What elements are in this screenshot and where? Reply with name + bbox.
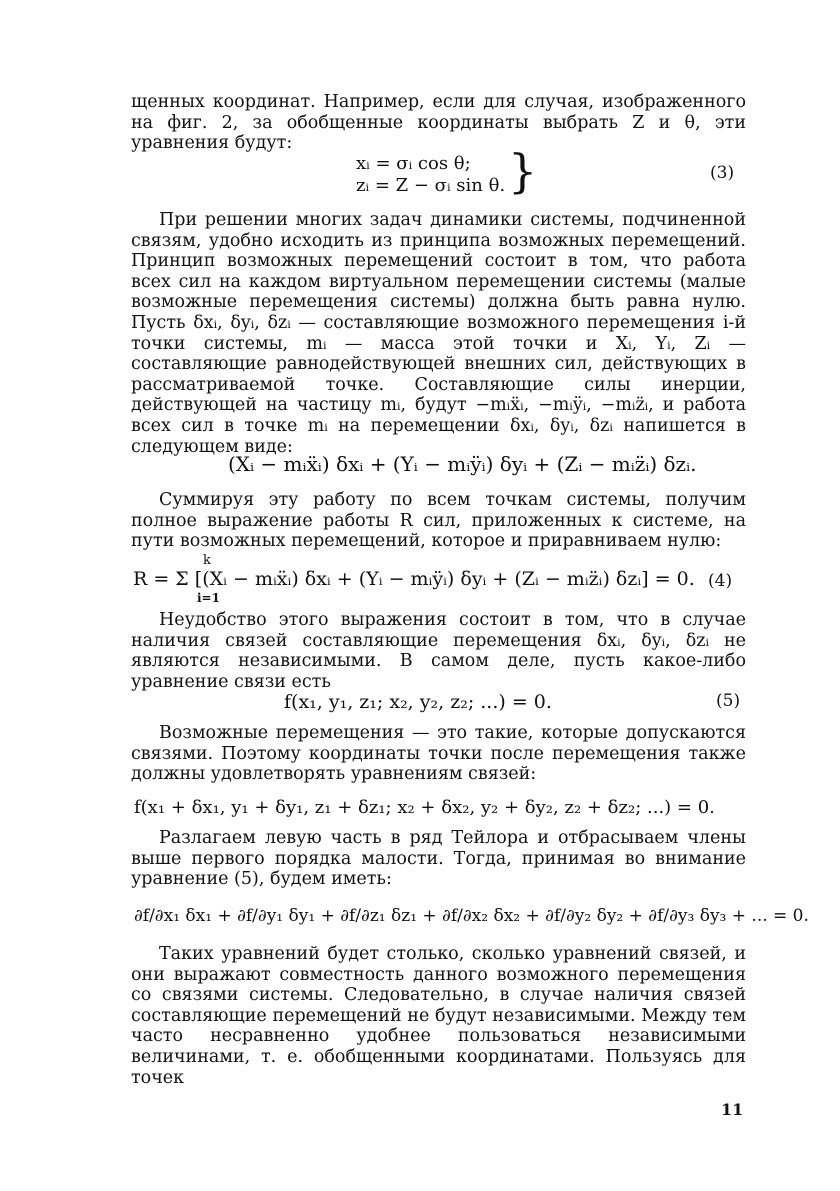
equation-constraint-shift: f(x₁ + δx₁, y₁ + δy₁, z₁ + δz₁; x₂ + δx₂, y₂ + δy₂, z₂ + δz₂; ...) = 0. xyxy=(134,797,715,818)
paragraph-total-work: Суммируя эту работу по всем точкам системы, получим полное выражение работы R сил, приложенных к системе, на пути возможных перемещений, которое и приравниваем нулю: xyxy=(131,490,746,552)
equation-4: R = Σ [(Xᵢ − mᵢẍᵢ) δxᵢ + (Yᵢ − mᵢÿᵢ) δyᵢ + (Zᵢ − mᵢz̈ᵢ) δzᵢ] = 0. xyxy=(133,568,695,590)
equation-taylor: ∂f/∂x₁ δx₁ + ∂f/∂y₁ δy₁ + ∂f/∂z₁ δz₁ + ∂f/∂x₂ δx₂ + ∂f/∂y₂ δy₂ + ∂f/∂y₃ δy₃ + ... = 0. xyxy=(134,906,809,926)
paragraph-virtual-displacements: При решении многих задач динамики системы, подчиненной связям, удобно исходить из принципа возможных перемещений. Принцип возможных перемещений состоит в том, что работа всех сил на каждом виртуальном перемещении системы (малые возможные перемещения системы) должна быть равна нулю. Пусть δxᵢ, δyᵢ, δzᵢ — составляющие возможного перемещения i-й точки системы, mᵢ — масса этой точки и Xᵢ, Yᵢ, Zᵢ — составляющие равнодействующей внешних сил, действующих в рассматриваемой точке. Составляющие силы инерции, действующей на частицу mᵢ, будут −mᵢẍᵢ, −mᵢÿᵢ, −mᵢz̈ᵢ, и работа всех сил в точке mᵢ на перемещении δxᵢ, δyᵢ, δzᵢ напишется в следующем виде: xyxy=(131,210,746,457)
sum-lower-limit: i=1 xyxy=(197,591,220,605)
equation-number-4: (4) xyxy=(708,571,733,591)
equation-brace: } xyxy=(508,144,538,198)
paragraph-conclusion: Таких уравнений будет столько, сколько уравнений связей, и они выражают совместность данного возможного перемещения со связями системы. Следовательно, в случае наличия связей составляющие перемещений не будут независимыми. Между тем часто несравненно удобнее пользоваться независимыми величинами, т. е. обобщенными координатами. Пользуясь для точек xyxy=(131,944,746,1088)
equation-number-3: (3) xyxy=(710,163,735,183)
equation-3b: zᵢ = Z − σᵢ sin θ. xyxy=(356,175,506,196)
equation-3a: xᵢ = σᵢ cos θ; xyxy=(356,153,471,174)
equation-work: (Xᵢ − mᵢẍᵢ) δxᵢ + (Yᵢ − mᵢÿᵢ) δyᵢ + (Zᵢ − mᵢz̈ᵢ) δzᵢ. xyxy=(228,452,697,476)
paragraph-intro: щенных координат. Например, если для случая, изображенного на фиг. 2, за обобщенные координаты выбрать Z и θ, эти уравнения будут: xyxy=(131,92,746,154)
sum-upper-limit: k xyxy=(203,553,211,568)
equation-number-5: (5) xyxy=(716,691,741,711)
paragraph-inconvenience: Неудобство этого выражения состоит в том, что в случае наличия связей составляющие перемещения δxᵢ, δyᵢ, δzᵢ не являются независимыми. В самом деле, пусть какое-либо уравнение связи есть xyxy=(131,610,746,692)
page-number: 11 xyxy=(721,1100,744,1119)
equation-5: f(x₁, y₁, z₁; x₂, y₂, z₂; ...) = 0. xyxy=(284,691,552,713)
paragraph-possible-displacements: Возможные перемещения — это такие, которые допускаются связями. Поэтому координаты точки после перемещения также должны удовлетворять уравнениям связей: xyxy=(131,723,746,785)
paragraph-taylor: Разлагаем левую часть в ряд Тейлора и отбрасываем члены выше первого порядка малости. Тогда, принимая во внимание уравнение (5), будем иметь: xyxy=(131,828,746,890)
